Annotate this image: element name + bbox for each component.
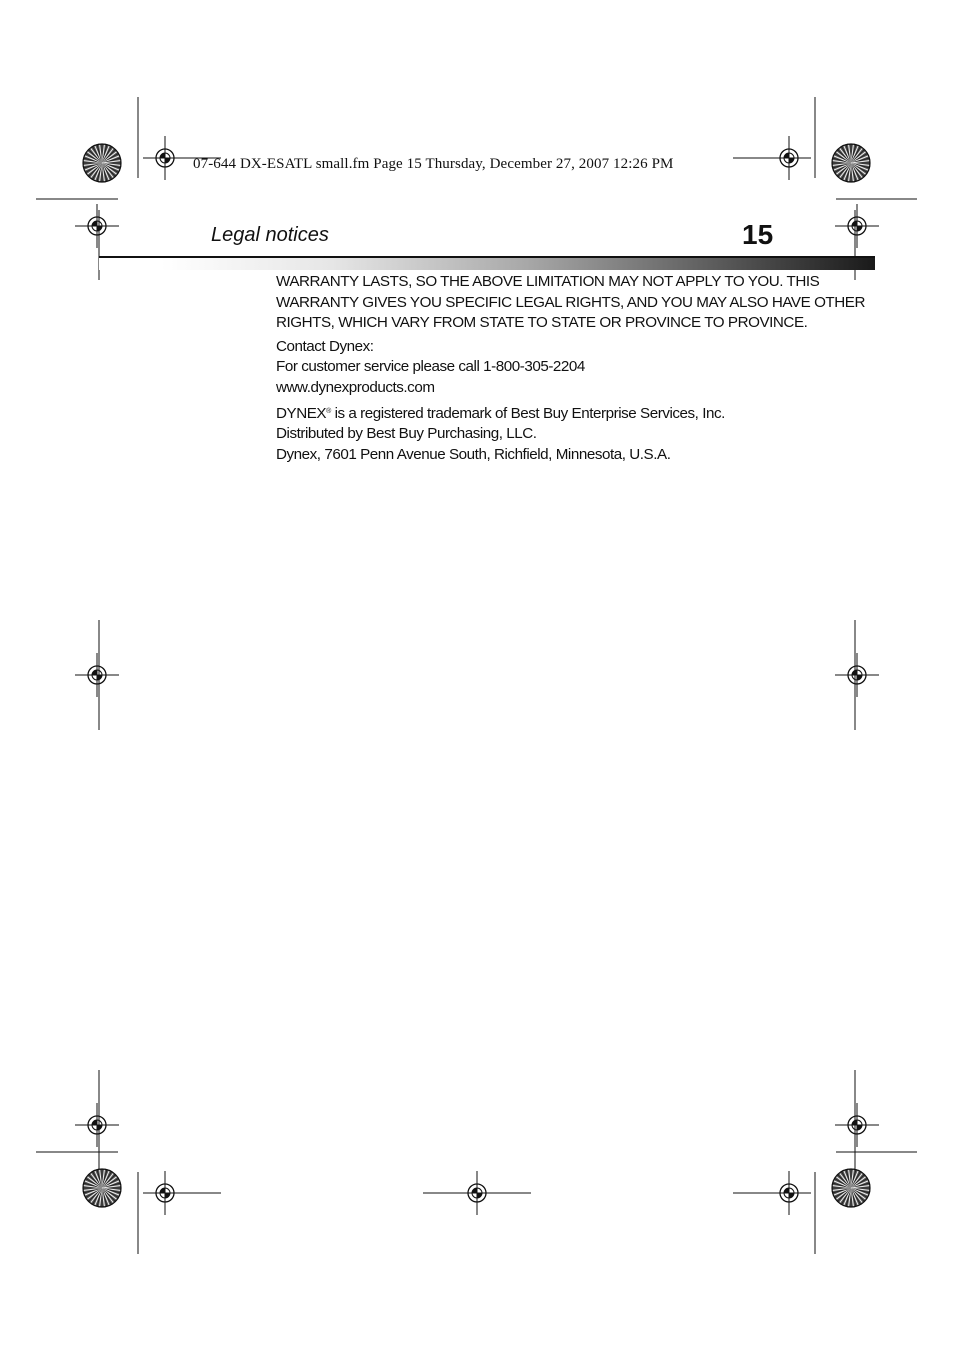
registration-target-icon: [75, 653, 119, 697]
starburst-target-icon: [832, 144, 870, 182]
trademark-line: [276, 404, 816, 425]
address-line: Dynex, 7601 Penn Avenue South, Richfield, Minnesota, U.S.A.: [276, 445, 671, 463]
registration-target-icon: [143, 136, 187, 180]
registration-target-icon: [455, 1171, 499, 1215]
customer-service-line: For customer service please call 1-800-305-2204: [276, 358, 585, 376]
website-link[interactable]: www.dynexproducts.com: [276, 378, 435, 396]
registration-target-icon: [767, 136, 811, 180]
registration-target-icon: [767, 1171, 811, 1215]
registered-symbol: ®: [326, 407, 331, 415]
body-text: [276, 272, 865, 465]
contact-heading: Contact Dynex:: [276, 337, 374, 355]
warranty-line: WARRANTY LASTS, SO THE ABOVE LIMITATION MAY NOT APPLY TO YOU. THIS: [276, 273, 820, 290]
starburst-target-icon: [832, 1169, 870, 1207]
starburst-target-icon: [83, 1169, 121, 1207]
page-number: 15: [742, 219, 774, 250]
starburst-target-icon: [83, 144, 121, 182]
warranty-line: RIGHTS, WHICH VARY FROM STATE TO STATE OR PROVINCE TO PROVINCE.: [276, 314, 808, 332]
registration-target-icon: [75, 204, 119, 248]
registration-target-icon: [835, 653, 879, 697]
registration-target-icon: [143, 1171, 187, 1215]
distributed-by-line: Distributed by Best Buy Purchasing, LLC.: [276, 425, 537, 443]
trademark-brand: DYNEX: [276, 404, 327, 422]
section-title: Legal notices: [211, 224, 329, 246]
trademark-text: is a registered trademark of Best Buy Enterprise Services, Inc.: [330, 404, 725, 422]
header-gradient-bar: [99, 258, 875, 270]
warranty-line: WARRANTY GIVES YOU SPECIFIC LEGAL RIGHTS, AND YOU MAY ALSO HAVE OTHER: [276, 293, 865, 311]
registration-target-icon: [835, 1103, 879, 1147]
print-slug: 07-644 DX-ESATL small.fm Page 15 Thursday, December 27, 2007 12:26 PM: [193, 156, 674, 172]
registration-target-icon: [835, 204, 879, 248]
registration-target-icon: [75, 1103, 119, 1147]
